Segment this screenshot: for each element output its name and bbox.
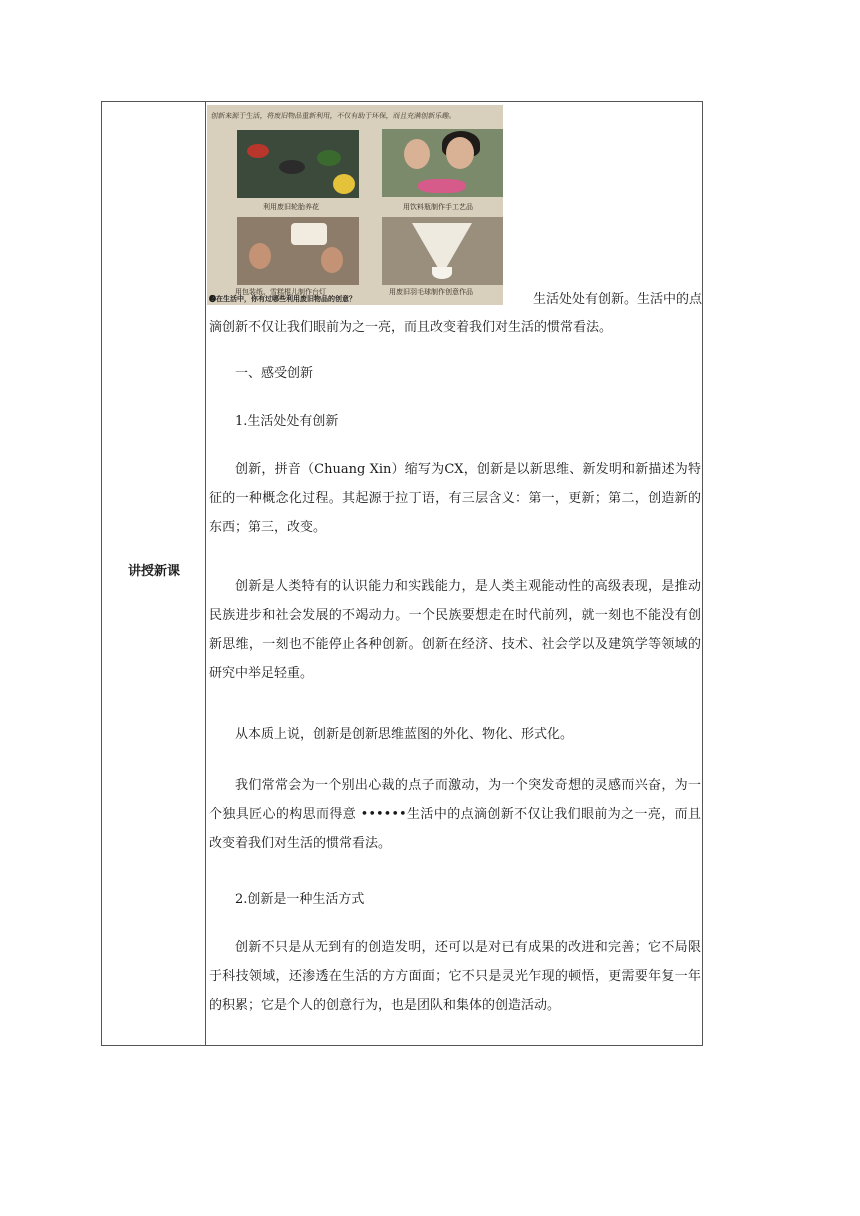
lamp-craft-image <box>237 217 359 285</box>
paragraph-3: 从本质上说，创新是创新思维蓝图的外化、物化、形式化。 <box>235 727 574 742</box>
section-heading-1: 一、感受创新 <box>235 366 314 381</box>
subsection-heading-1: 1.生活处处有创新 <box>235 414 339 429</box>
photo-caption-3: 用包装纸、雪糕棍儿制作台灯 <box>235 288 326 296</box>
photo-top-caption: 创新来源于生活，将废旧物品重新利用，不仅有助于环保，而且充满创新乐趣。 <box>210 112 457 120</box>
paragraph-1: 创新，拼音（Chuang Xin）缩写为CX，创新是以新思维、新发明和新描述为特征的一种概念化过程。其起源于拉丁语，有三层含义：第一，更新；第二，创造新的东西；第三，改变。 <box>209 462 701 535</box>
shuttlecock-craft-image <box>382 217 503 285</box>
section-label: 讲授新课 <box>127 564 180 579</box>
photo-caption-4: 用废旧羽毛球制作创意作品 <box>389 288 473 296</box>
photo-question: ❷在生活中，你有过哪些利用废旧物品的创意？ <box>209 294 356 303</box>
paragraph-2: 创新是人类特有的认识能力和实践能力，是人类主观能动性的高级表现，是推动民族进步和社会发展的不竭动力。一个民族要想走在时代前列，就一刻也不能没有创新思维，一刻也不能停止各种创新。创新在经济、技术、社会学以及建筑学等领域的研究中举足轻重。 <box>209 579 701 681</box>
intro-inline-text: 生活处处有创新。生活中的点 <box>533 292 703 307</box>
section-label-cell <box>102 102 206 1045</box>
content-cell <box>206 102 702 1045</box>
bottle-craft-image <box>382 129 503 197</box>
tire-planter-image <box>237 130 359 198</box>
paragraph-4: 我们常常会为一个别出心裁的点子而激动，为一个突发奇想的灵感而兴奋，为一个独具匠心的构思而得意 ••••••生活中的点滴创新不仅让我们眼前为之一亮，而且改变着我们对生活的惯常看法。 <box>209 778 701 851</box>
paragraph-5: 创新不只是从无到有的创造发明，还可以是对已有成果的改进和完善；它不局限于科技领域，还渗透在生活的方方面面；它不只是灵光乍现的顿悟，更需要年复一年的积累；它是个人的创意行为，也是团队和集体的创造活动。 <box>209 940 701 1013</box>
intro-text: 滴创新不仅让我们眼前为之一亮，而且改变着我们对生活的惯常看法。 <box>209 320 613 335</box>
lesson-table <box>101 101 703 1046</box>
textbook-photo <box>207 105 503 305</box>
subsection-heading-2: 2.创新是一种生活方式 <box>235 892 365 907</box>
photo-caption-2: 用饮料瓶制作手工艺品 <box>403 203 473 211</box>
photo-caption-1: 利用废旧轮胎养花 <box>263 203 319 211</box>
